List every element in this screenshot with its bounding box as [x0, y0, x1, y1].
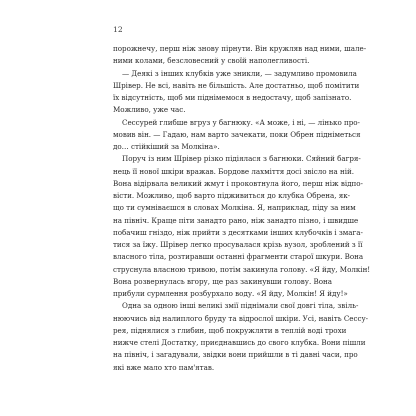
text-line: рея, піднялися з глибин, щоб покружляти в теплій воді трохи	[113, 325, 347, 335]
text-line: Вона розвернулась вгору, ще раз закинувши голову. Вона	[113, 276, 332, 286]
text-line: тися за їжу. Шрівер легко просувалася крізь вузол, зроблений з її	[113, 240, 363, 249]
text-line: ними колами, безсловесний у своїй наполегливості.	[113, 56, 310, 66]
text-line: нець її нової шкіри вражав. Бордове лахміття досі звісло на ній.	[113, 166, 355, 176]
text-line: до… стійкіший за Молкіна».	[113, 142, 220, 151]
text-line: прибули сурмлення розбурхало воду. «Я йду, Молкін! Я йду!»	[113, 289, 348, 298]
body-text	[113, 43, 371, 374]
text-line: які вже мало хто пам'ятав.	[113, 362, 215, 372]
text-line: Вона відірвала великий жмут і проковтнула його, перш ніж відпо-	[113, 178, 363, 188]
text-line: — Деякі з інших клубків уже зникли, — задумливо промовила	[122, 68, 357, 78]
text-line: Одна за одною інші великі змії піднімали свої довгі тіла, звіль-	[122, 301, 359, 311]
text-line: Сессурей глибше вгруз у багнюку. «А може, і ні, — лінько про-	[122, 117, 360, 127]
text-line: на північ. Краще піти занадто рано, ніж занадто пізно, і швидше	[113, 215, 359, 225]
text-line: що ти сумніваєшся в словах Молкіна. Я, наприклад, піду за ним	[113, 203, 356, 213]
text-line: нюючись від налиплого бруду та відрослої шкіри. Усі, навіть Сессу-	[113, 313, 369, 323]
text-line: струснула власною тривою, потім закинула голову. «Я йду, Молкін!	[113, 264, 371, 274]
text-line: Шрівер. Не всі, навіть не більшість. Але достатньо, щоб помітити	[113, 80, 360, 90]
text-line: порожнечу, перш ніж знову пірнути. Він кружляв над ними, шале-	[113, 44, 367, 53]
text-line: мовив він. — Гадаю, нам варто зачекати, поки Обрен підніметься	[113, 129, 361, 139]
text-line: Можливо, уже час.	[113, 105, 186, 115]
text-line: Поруч із ним Шрівер різко підіялася з багнюки. Сяйний багря-	[122, 154, 361, 164]
page-number: 12	[113, 25, 123, 34]
text-line: нижче стелі Достатку, приєднавшись до свого клубка. Вони пішли	[113, 338, 366, 347]
text-line: вісти. Можливо, щоб варто підживиться до клубка Обрена, як-	[113, 191, 351, 200]
text-line: їх відсутність, щоб ми піднімемося в недостачу, щоб запізнато.	[113, 93, 352, 102]
text-line: власного тіла, розтиравши останні фрагменти старої шкури. Вона	[113, 252, 364, 262]
text-line: побачиш гніздо, ніж прийти з десятками інших клубочків і змага-	[113, 227, 363, 237]
text-line: на північ, і загадували, звідки вони прийшли в ті давні часи, про	[113, 350, 358, 360]
